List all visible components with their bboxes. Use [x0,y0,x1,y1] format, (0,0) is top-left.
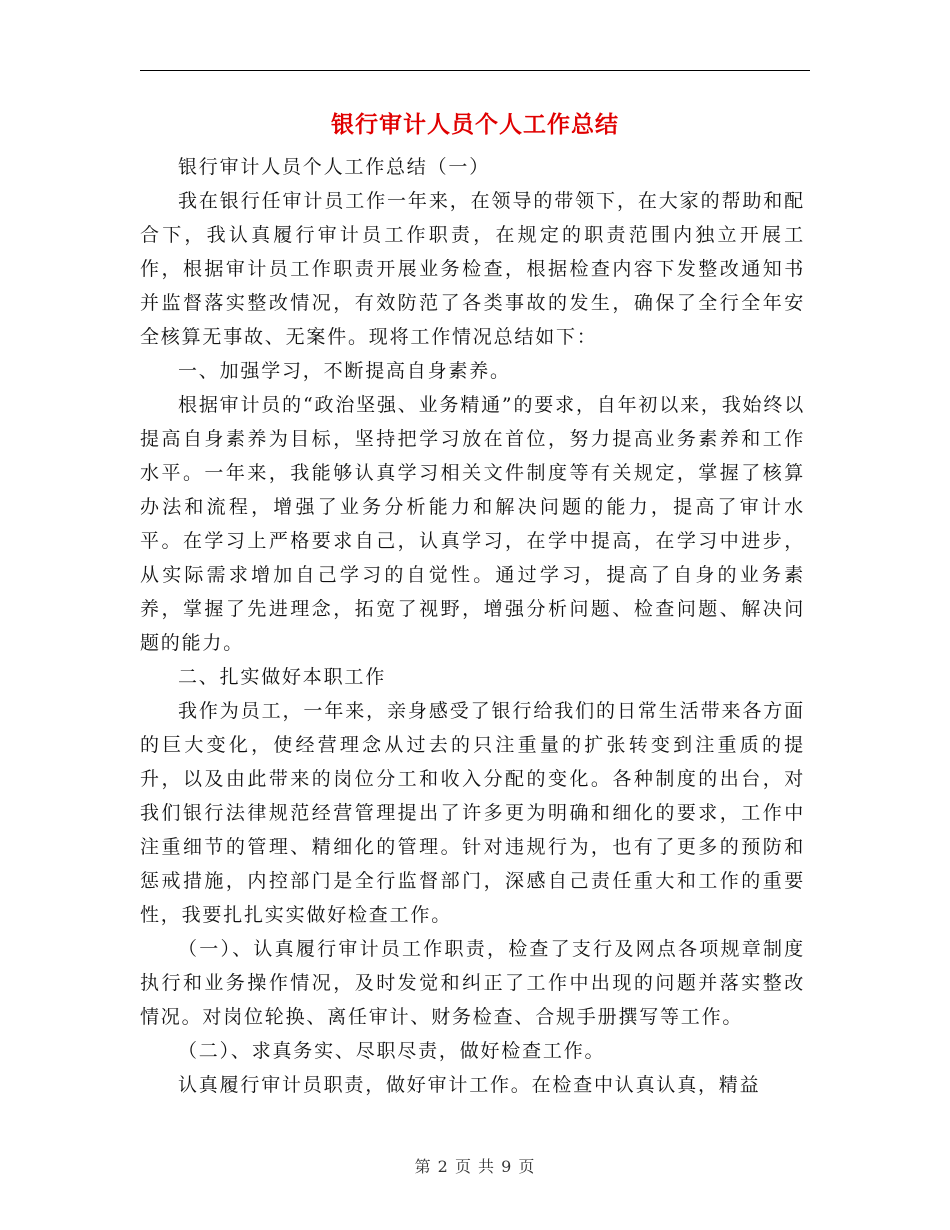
section-heading: 银行审计人员个人工作总结（一） [178,156,491,178]
header-rule [140,70,810,71]
subsection-heading: 二、扎实做好本职工作 [178,666,387,688]
subsection-heading: 一、加强学习，不断提高自身素养。 [178,360,511,382]
document-title: 银行审计人员个人工作总结 [331,111,619,138]
page-number: 第 2 页 共 9 页 [414,1157,536,1176]
body-paragraph: 我作为员工，一年来，亲身感受了银行给我们的日常生活带来各方面的巨大变化，使经营理念从过去的只注重量的扩张转变到注重质的提升，以及由此带来的岗位分工和收入分配的变化。各种制度的出台，对我们银行法律规范经营管理提出了许多更为明确和细化的要求，工作中注重细节的管理、精细化的管理。针对违规行为，也有了更多的预防和惩戒措施，内控部门是全行监督部门，深感自己责任重大和工作的重要性，我要扎扎实实做好检查工作。 [140,700,805,926]
body-paragraph: 我在银行任审计员工作一年来，在领导的带领下，在大家的帮助和配合下，我认真履行审计员工作职责，在规定的职责范围内独立开展工作，根据审计员工作职责开展业务检查，根据检查内容下发整改通知书并监督落实整改情况，有效防范了各类事故的发生，确保了全行全年安全核算无事故、无案件。现将工作情况总结如下： [140,190,805,348]
body-paragraph: 根据审计员的“政治坚强、业务精通”的要求，自年初以来，我始终以提高自身素养为目标，坚持把学习放在首位，努力提高业务素养和工作水平。一年来，我能够认真学习相关文件制度等有关规定，掌握了核算办法和流程，增强了业务分析能力和解决问题的能力，提高了审计水平。在学习上严格要求自己，认真学习，在学中提高，在学习中进步，从实际需求增加自己学习的自觉性。通过学习，提高了自身的业务素养，掌握了先进理念，拓宽了视野，增强分析问题、检查问题、解决问题的能力。 [140,394,805,654]
body-paragraph: （一）、认真履行审计员工作职责，检查了支行及网点各项规章制度执行和业务操作情况，及时发觉和纠正了工作中出现的问题并落实整改情况。对岗位轮换、离任审计、财务检查、合规手册撰写等工作。 [140,938,805,1028]
document-body [140,150,805,1102]
body-paragraph: 认真履行审计员职责，做好审计工作。在检查中认真认真，精益 [178,1074,761,1096]
subsection-heading: （二）、求真务实、尽职尽责，做好检查工作。 [178,1040,606,1062]
